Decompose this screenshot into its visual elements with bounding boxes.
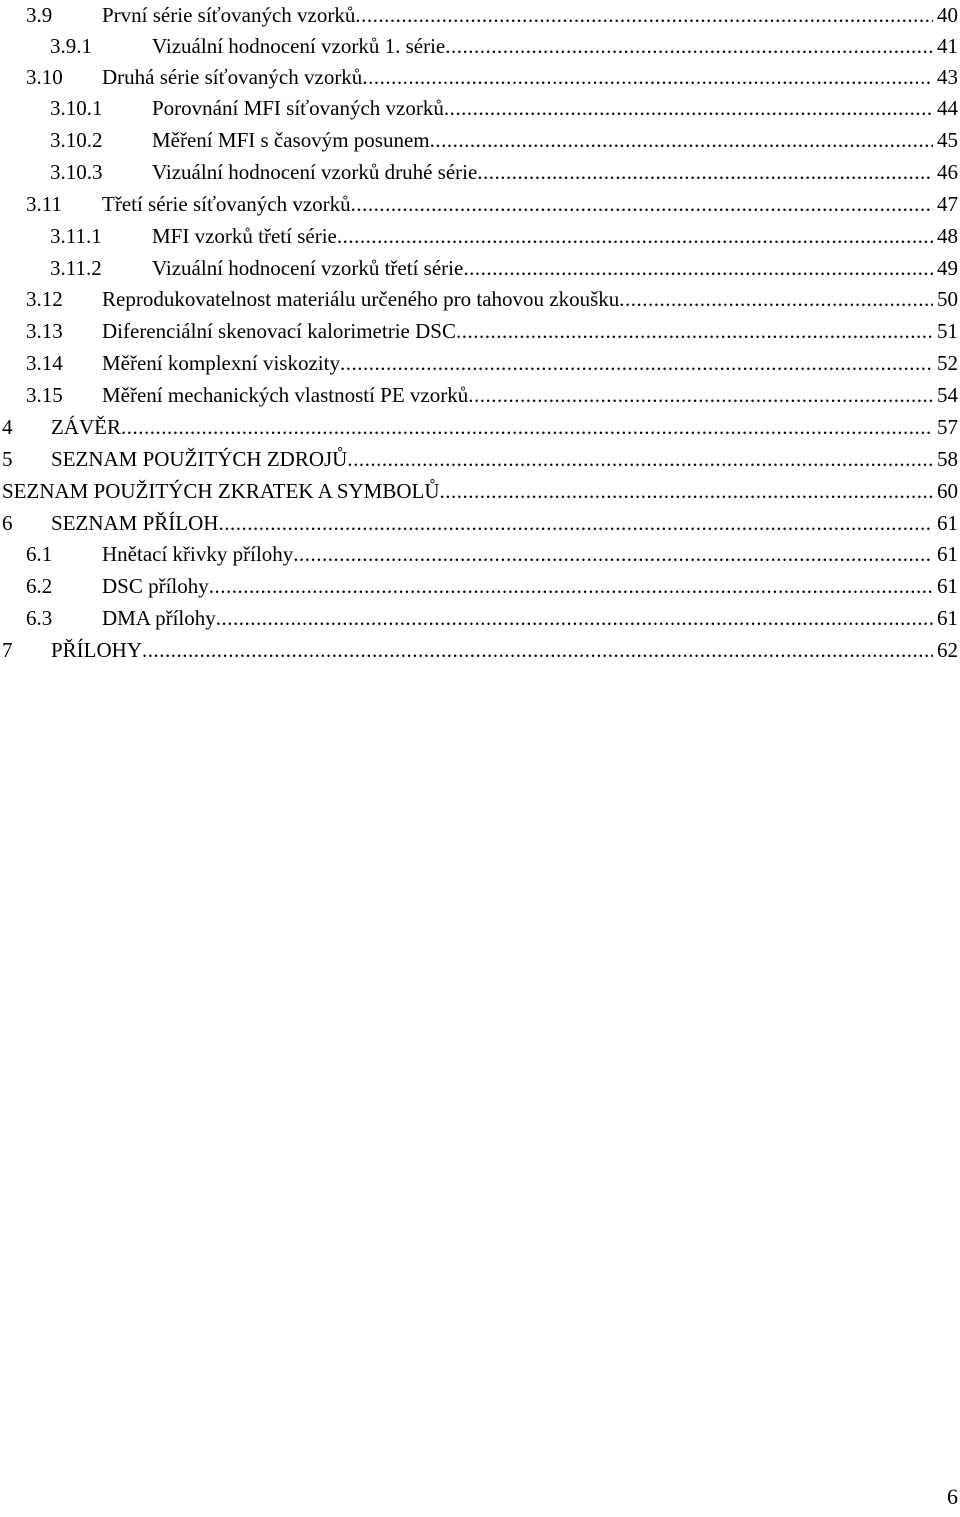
toc-entry-page: 52 <box>937 351 958 375</box>
toc-entry[interactable] <box>0 602 960 634</box>
toc-entry-page: 43 <box>937 65 958 89</box>
toc-leader-dots <box>351 188 933 220</box>
toc-entry[interactable] <box>0 443 960 475</box>
toc-entry[interactable] <box>0 507 960 539</box>
toc-leader-dots <box>216 602 933 634</box>
toc-entry-title: Vizuální hodnocení vzorků 1. série <box>152 34 446 58</box>
toc-entry[interactable] <box>0 570 960 602</box>
toc-entry-page: 60 <box>937 479 958 503</box>
toc-entry-number: 3.10.3 <box>50 160 103 184</box>
toc-entry-page: 57 <box>937 415 958 439</box>
toc-entry-title: SEZNAM POUŽITÝCH ZDROJŮ <box>51 447 348 471</box>
toc-entry-number: 6.3 <box>26 606 53 630</box>
toc-entry[interactable] <box>0 347 960 379</box>
toc-entry-page: 47 <box>937 192 958 216</box>
toc-leader-dots <box>445 30 933 62</box>
toc-entry-number: 3.10.1 <box>50 96 103 120</box>
toc-leader-dots <box>444 92 933 124</box>
toc-entry-title: Hnětací křivky přílohy <box>102 542 294 566</box>
toc-leader-dots <box>347 443 933 475</box>
toc-entry-number: 3.12 <box>26 287 63 311</box>
toc-leader-dots <box>337 220 933 252</box>
toc-entry-title: Měření mechanických vlastností PE vzorků <box>102 383 469 407</box>
toc-entry-number: 3.10.2 <box>50 128 103 152</box>
toc-entry-title: Měření MFI s časovým posunem <box>152 128 430 152</box>
toc-entry-page: 61 <box>937 606 958 630</box>
toc-entry-title: Vizuální hodnocení vzorků třetí série <box>152 256 464 280</box>
toc-entry-page: 61 <box>937 542 958 566</box>
toc-entry-title: Vizuální hodnocení vzorků druhé série <box>152 160 478 184</box>
toc-leader-dots <box>218 507 933 539</box>
toc-entry[interactable] <box>0 0 960 31</box>
toc-leader-dots <box>142 634 933 666</box>
toc-entry-number: 3.9.1 <box>50 34 92 58</box>
toc-entry[interactable] <box>0 538 960 570</box>
toc-entry-page: 41 <box>937 34 958 58</box>
toc-entry-number: 3.9 <box>26 3 53 27</box>
toc-entry-title: Porovnání MFI síťovaných vzorků <box>152 96 444 120</box>
toc-entry-title: PŘÍLOHY <box>51 638 143 662</box>
toc-entry-page: 51 <box>937 319 958 343</box>
toc-leader-dots <box>355 0 933 31</box>
toc-entry-number: 6.2 <box>26 574 53 598</box>
toc-leader-dots <box>468 379 933 411</box>
toc-entry-title: DSC přílohy <box>102 574 209 598</box>
toc-leader-dots <box>340 347 933 379</box>
toc-entry-page: 49 <box>937 256 958 280</box>
toc-entry[interactable] <box>0 124 960 156</box>
toc-entry[interactable] <box>0 379 960 411</box>
toc-leader-dots <box>440 475 933 507</box>
toc-entry-title: DMA přílohy <box>102 606 216 630</box>
toc-entry[interactable] <box>0 634 960 666</box>
toc-entry-page: 45 <box>937 128 958 152</box>
toc-entry[interactable] <box>0 156 960 188</box>
toc-entry-title: SEZNAM PŘÍLOH <box>51 511 219 535</box>
toc-entry-title: ZÁVĚR <box>51 415 121 439</box>
toc-leader-dots <box>209 570 933 602</box>
toc-entry-number: 4 <box>2 415 13 439</box>
toc-entry-page: 62 <box>937 638 958 662</box>
toc-entry-title: První série síťovaných vzorků <box>102 3 356 27</box>
toc-entry-title: Reprodukovatelnost materiálu určeného pro tahovou zkoušku <box>102 287 620 311</box>
toc-entry[interactable] <box>0 283 960 315</box>
toc-entry-page: 50 <box>937 287 958 311</box>
toc-entry-title: Měření komplexní viskozity <box>102 351 340 375</box>
toc-leader-dots <box>362 61 933 93</box>
page-number: 6 <box>947 1484 958 1509</box>
toc-entry-page: 44 <box>937 96 958 120</box>
toc-entry-number: 3.14 <box>26 351 63 375</box>
toc-leader-dots <box>293 538 933 570</box>
toc-entry-page: 40 <box>937 3 958 27</box>
toc-entry-number: 3.11.2 <box>50 256 102 280</box>
toc-entry-number: 3.10 <box>26 65 63 89</box>
toc-entry-title: Třetí série síťovaných vzorků <box>102 192 351 216</box>
toc-entry-number: 3.11.1 <box>50 224 102 248</box>
toc-leader-dots <box>463 252 933 284</box>
toc-entry[interactable] <box>0 411 960 443</box>
toc-entry-number: 3.15 <box>26 383 63 407</box>
toc-leader-dots <box>477 156 933 188</box>
toc-entry-number: 6 <box>2 511 13 535</box>
toc-entry[interactable] <box>0 252 960 284</box>
toc-entry-title: SEZNAM POUŽITÝCH ZKRATEK A SYMBOLŮ <box>2 479 440 503</box>
toc-entry[interactable] <box>0 315 960 347</box>
toc-entry[interactable] <box>0 92 960 124</box>
toc-entry-title: Diferenciální skenovací kalorimetrie DSC <box>102 319 456 343</box>
toc-entry-page: 48 <box>937 224 958 248</box>
toc-entry[interactable] <box>0 188 960 220</box>
toc-entry[interactable] <box>0 220 960 252</box>
toc-leader-dots <box>619 283 933 315</box>
toc-entry-number: 7 <box>2 638 13 662</box>
toc-entry-number: 3.13 <box>26 319 63 343</box>
toc-entry-number: 3.11 <box>26 192 62 216</box>
toc-entry-title: Druhá série síťovaných vzorků <box>102 65 363 89</box>
toc-leader-dots <box>430 124 933 156</box>
toc-entry-page: 58 <box>937 447 958 471</box>
toc-entry-page: 46 <box>937 160 958 184</box>
toc-entry-page: 61 <box>937 511 958 535</box>
toc-entry[interactable] <box>0 61 960 93</box>
toc-leader-dots <box>121 411 933 443</box>
toc-entry-page: 61 <box>937 574 958 598</box>
toc-entry[interactable] <box>0 475 960 507</box>
toc-entry-number: 6.1 <box>26 542 53 566</box>
toc-entry-title: MFI vzorků třetí série <box>152 224 337 248</box>
toc-entry-number: 5 <box>2 447 13 471</box>
toc-entry-page: 54 <box>937 383 958 407</box>
toc-leader-dots <box>456 315 933 347</box>
toc-entry[interactable] <box>0 30 960 62</box>
